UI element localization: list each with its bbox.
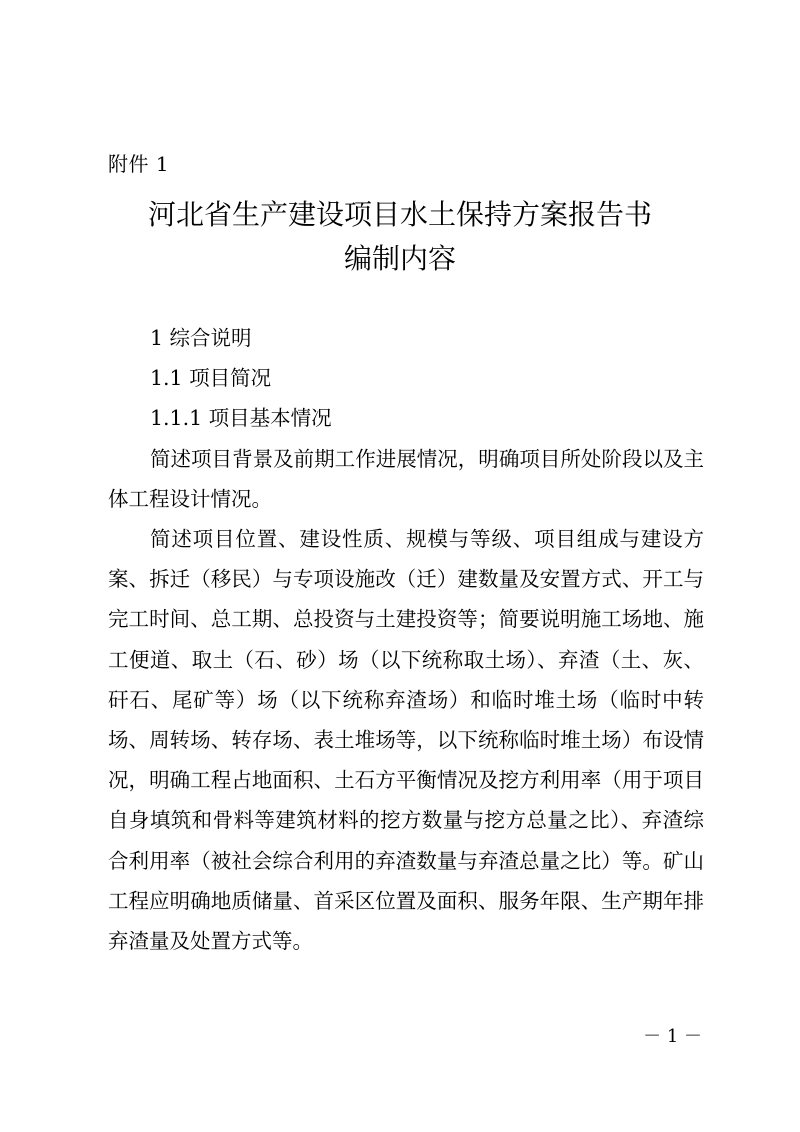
paragraph-project-overview: 简述项目位置、建设性质、规模与等级、项目组成与建设方案、拆迁（移民）与专项设施改（迁）建数量及安置方式、开工与完工时间、总工期、总投资与土建投资等；简要说明施工场地、施工便道、取土（石、砂）场（以下统称取土场）、弃渣（土、灰、矸石、尾矿等）场（以下统称弃渣场）和临时堆土场（临时中转场、周转场、转存场、表土堆场等，以下统称临时堆土场）布设情况，明确工程占地面积、土石方平衡情况及挖方利用率（用于项目自身填筑和骨料等建筑材料的挖方数量与挖方总量之比）、弃渣综合利用率（被社会综合利用的弃渣数量与弃渣总量之比）等。矿山工程应明确地质储量、首采区位置及面积、服务年限、生产期年排弃渣量及处置方式等。: [108, 527, 704, 954]
section-heading-1: 1 综合说明: [150, 326, 252, 350]
section-heading-1-1: 1.1 项目简况: [150, 366, 272, 391]
document-title-line1: 河北省生产建设项目水土保持方案报告书: [147, 198, 652, 231]
document-body: [108, 318, 704, 961]
page-number: － 1 －: [643, 1026, 702, 1047]
attachment-label: 附件 1: [108, 152, 170, 176]
paragraph-background: 简述项目背景及前期工作进展情况，明确项目所处阶段以及主体工程设计情况。: [108, 446, 704, 511]
section-heading-1-1-1: 1.1.1 项目基本情况: [150, 406, 332, 431]
document-title-line2: 编制内容: [343, 242, 456, 275]
